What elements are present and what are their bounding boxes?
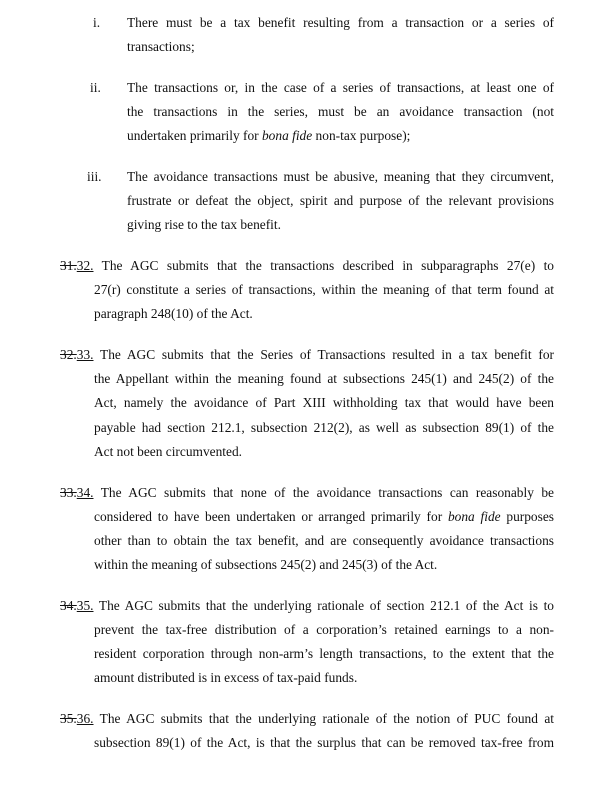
paragraph-line: prevent the tax-free distribution of a corporation’s retained earnings to a non- — [94, 622, 554, 637]
inserted-number: 36. — [76, 711, 94, 726]
deleted-number: 33. — [60, 485, 77, 500]
inserted-number: 35. — [76, 598, 94, 613]
subitem-line: transactions; — [127, 39, 195, 54]
paragraph-first-line: 33.34. The AGC submits that none of the avoidance transactions can reasonably be — [60, 485, 554, 500]
paragraph-line: paragraph 248(10) of the Act. — [94, 306, 253, 321]
inserted-number: 34. — [76, 485, 94, 500]
paragraph-line: amount distributed is in excess of tax-paid funds. — [94, 670, 358, 685]
paragraph-first-line: 31.32. The AGC submits that the transactions described in subparagraphs 27(e) to — [60, 258, 554, 273]
paragraph-line: considered to have been undertaken or arranged primarily for bona fide purposes — [94, 509, 554, 524]
subitem-line: the transactions in the series, must be an avoidance transaction (not — [127, 104, 554, 119]
paragraph-line: Act, namely the avoidance of Part XIII withholding tax that would have been — [94, 395, 554, 410]
deleted-number: 34. — [60, 598, 77, 613]
inserted-number: 32. — [76, 258, 94, 273]
paragraph-line: Act not been circumvented. — [94, 444, 242, 459]
paragraph-first-line: 34.35. The AGC submits that the underlying rationale of section 212.1 of the Act is to — [60, 598, 554, 613]
subitem-line: The transactions or, in the case of a series of transactions, at least one of — [127, 80, 554, 95]
paragraph-line: the Appellant within the meaning found at subsections 245(1) and 245(2) of the — [94, 371, 554, 386]
paragraph-line: resident corporation through non-arm’s length transactions, to the extent that the — [94, 646, 554, 661]
subitem-line: The avoidance transactions must be abusive, meaning that they circumvent, — [127, 169, 554, 184]
subitem-line: There must be a tax benefit resulting from a transaction or a series of — [127, 15, 554, 30]
subitem-line: undertaken primarily for bona fide non-tax purpose); — [127, 128, 411, 143]
deleted-number: 31. — [60, 258, 77, 273]
paragraph-line: subsection 89(1) of the Act, is that the surplus that can be removed tax-free from — [94, 735, 554, 750]
paragraph-line: payable had section 212.1, subsection 212(2), as well as subsection 89(1) of the — [94, 420, 554, 435]
deleted-number: 32. — [60, 347, 77, 362]
paragraph-line: within the meaning of subsections 245(2) and 245(3) of the Act. — [94, 557, 438, 572]
emphasis-text: bona fide — [447, 509, 501, 524]
deleted-number: 35. — [60, 711, 77, 726]
paragraph-line: 27(r) constitute a series of transactions, within the meaning of that term found at — [94, 282, 554, 297]
subitem-line: frustrate or defeat the object, spirit and purpose of the relevant provisions — [127, 193, 554, 208]
subitem-numeral: i. — [93, 15, 101, 30]
paragraph-first-line: 32.33. The AGC submits that the Series of Transactions resulted in a tax benefit for — [60, 347, 554, 362]
subitem-numeral: iii. — [87, 169, 102, 184]
inserted-number: 33. — [76, 347, 94, 362]
emphasis-text: bona fide — [261, 128, 313, 143]
paragraph-first-line: 35.36. The AGC submits that the underlying rationale of the notion of PUC found at — [60, 711, 554, 726]
subitem-numeral: ii. — [90, 80, 101, 95]
subitem-line: giving rise to the tax benefit. — [127, 217, 281, 232]
paragraph-line: other than to obtain the tax benefit, and are consequently avoidance transactions — [94, 533, 554, 548]
